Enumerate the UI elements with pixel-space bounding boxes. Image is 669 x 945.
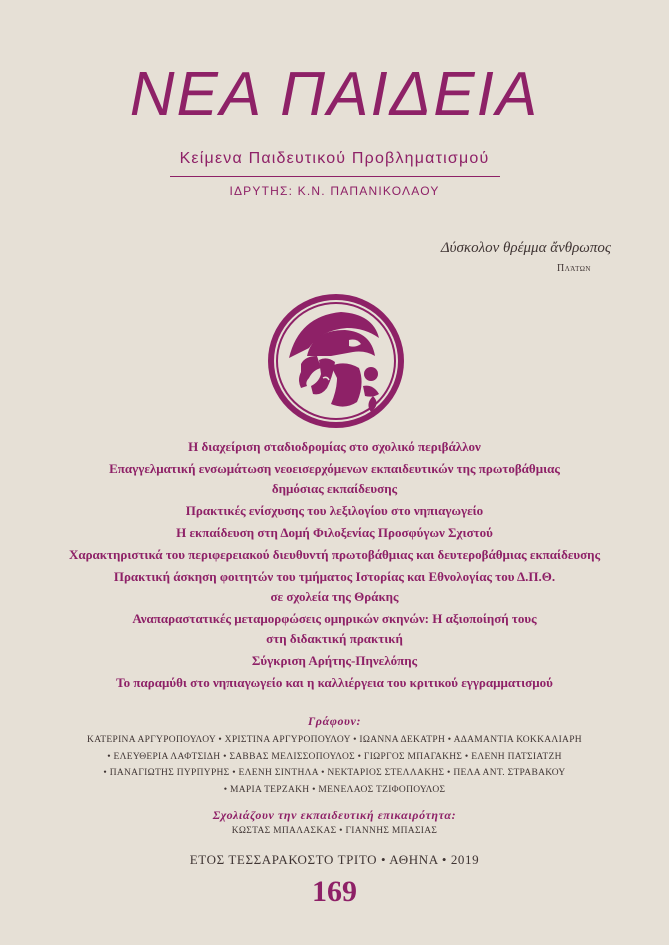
journal-title: ΝΕΑ ΠΑΙΔΕΙΑ — [129, 60, 540, 129]
athena-coin-icon — [261, 286, 411, 436]
article-title: Η εκπαίδευση στη Δομή Φιλοξενίας Προσφύγων Σχιστού — [176, 525, 493, 540]
article-title: σε σχολεία της Θράκης — [270, 589, 399, 604]
epigraph-quote: Δύσκολον θρέμμα ἄνθρωπος — [440, 240, 611, 256]
authors-heading: Γράφουν: — [307, 714, 362, 728]
article-title: Πρακτικές ενίσχυσης του λεξιλογίου στο νηπιαγωγείο — [185, 503, 484, 518]
epigraph-author: Πλάτων — [557, 263, 591, 274]
journal-subtitle: Κείμενα Παιδευτικού Προβληματισμού — [179, 150, 490, 167]
article-title: στη διδακτική πρακτική — [266, 631, 403, 646]
authors-line: ΚΑΤΕΡΙΝΑ ΑΡΓΥΡΟΠΟΥΛΟΥ • ΧΡΙΣΤΙΝΑ ΑΡΓΥΡΟΠΟΥΛΟΥ • ΙΩΑΝΝΑ ΔΕΚΑΤΡΗ • ΑΔΑΜΑΝΤΙΑ ΚΟΚΚΑΛΙΑΡΗ — [87, 735, 582, 745]
year-line: ΕΤΟΣ ΤΕΣΣΑΡΑΚΟΣΤΟ ΤΡΙΤΟ • ΑΘΗΝΑ • 2019 — [189, 852, 480, 867]
article-list — [0, 437, 669, 693]
authors-list — [0, 732, 669, 798]
article-title: δημόσιας εκπαίδευσης — [271, 481, 398, 496]
authors-line: • ΠΑΝΑΓΙΩΤΗΣ ΠΥΡΠΥΡΗΣ • ΕΛΕΝΗ ΣΙΝΤΗΛΑ • ΝΕΚΤΑΡΙΟΣ ΣΤΕΛΛΑΚΗΣ • ΠΕΛΑ ΑΝΤ. ΣΤΡΑΒΑΚΟΥ — [103, 768, 566, 778]
founder-line: ΙΔΡΥΤΗΣ: Κ.Ν. ΠΑΠΑΝΙΚΟΛΑΟΥ — [229, 184, 440, 198]
article-title: Σύγκριση Αρήτης-Πηνελόπης — [251, 653, 418, 668]
commentary-names: ΚΩΣΤΑΣ ΜΠΑΛΑΣΚΑΣ • ΓΙΑΝΝΗΣ ΜΠΑΣΙΑΣ — [231, 826, 438, 836]
article-title: Το παραμύθι στο νηπιαγωγείο και η καλλιέργεια του κριτικού εγγραμματισμού — [116, 675, 553, 690]
article-title: Επαγγελματική ενσωμάτωση νεοεισερχόμενων εκπαιδευτικών της πρωτοβάθμιας — [109, 461, 560, 476]
authors-line: • ΕΛΕΥΘΕΡΙΑ ΛΑΦΤΣΙΔΗ • ΣΑΒΒΑΣ ΜΕΛΙΣΣΟΠΟΥΛΟΣ • ΓΙΩΡΓΟΣ ΜΠΑΓΑΚΗΣ • ΕΛΕΝΗ ΠΑΤΣΙΑΤΖΗ — [107, 751, 562, 762]
article-title: Η διαχείριση σταδιοδρομίας στο σχολικό περιβάλλον — [188, 439, 481, 454]
authors-line: • ΜΑΡΙΑ ΤΕΡΖΑΚΗ • ΜΕΝΕΛΑΟΣ ΤΖΙΦΟΠΟΥΛΟΣ — [223, 784, 446, 795]
commentary-heading: Σχολιάζουν την εκπαιδευτική επικαιρότητα: — [212, 808, 457, 822]
issue-number: 169 — [312, 875, 357, 908]
article-title: Πρακτική άσκηση φοιτητών του τμήματος Ιστορίας και Εθνολογίας του Δ.Π.Θ. — [113, 569, 556, 584]
article-title: Χαρακτηριστικά του περιφερειακού διευθυντή πρωτοβάθμιας και δευτεροβάθμιας εκπαίδευσης — [68, 547, 601, 562]
title-divider — [170, 176, 500, 177]
article-title: Αναπαραστατικές μεταμορφώσεις ομηρικών σκηνών: Η αξιοποίησή τους — [132, 611, 537, 626]
